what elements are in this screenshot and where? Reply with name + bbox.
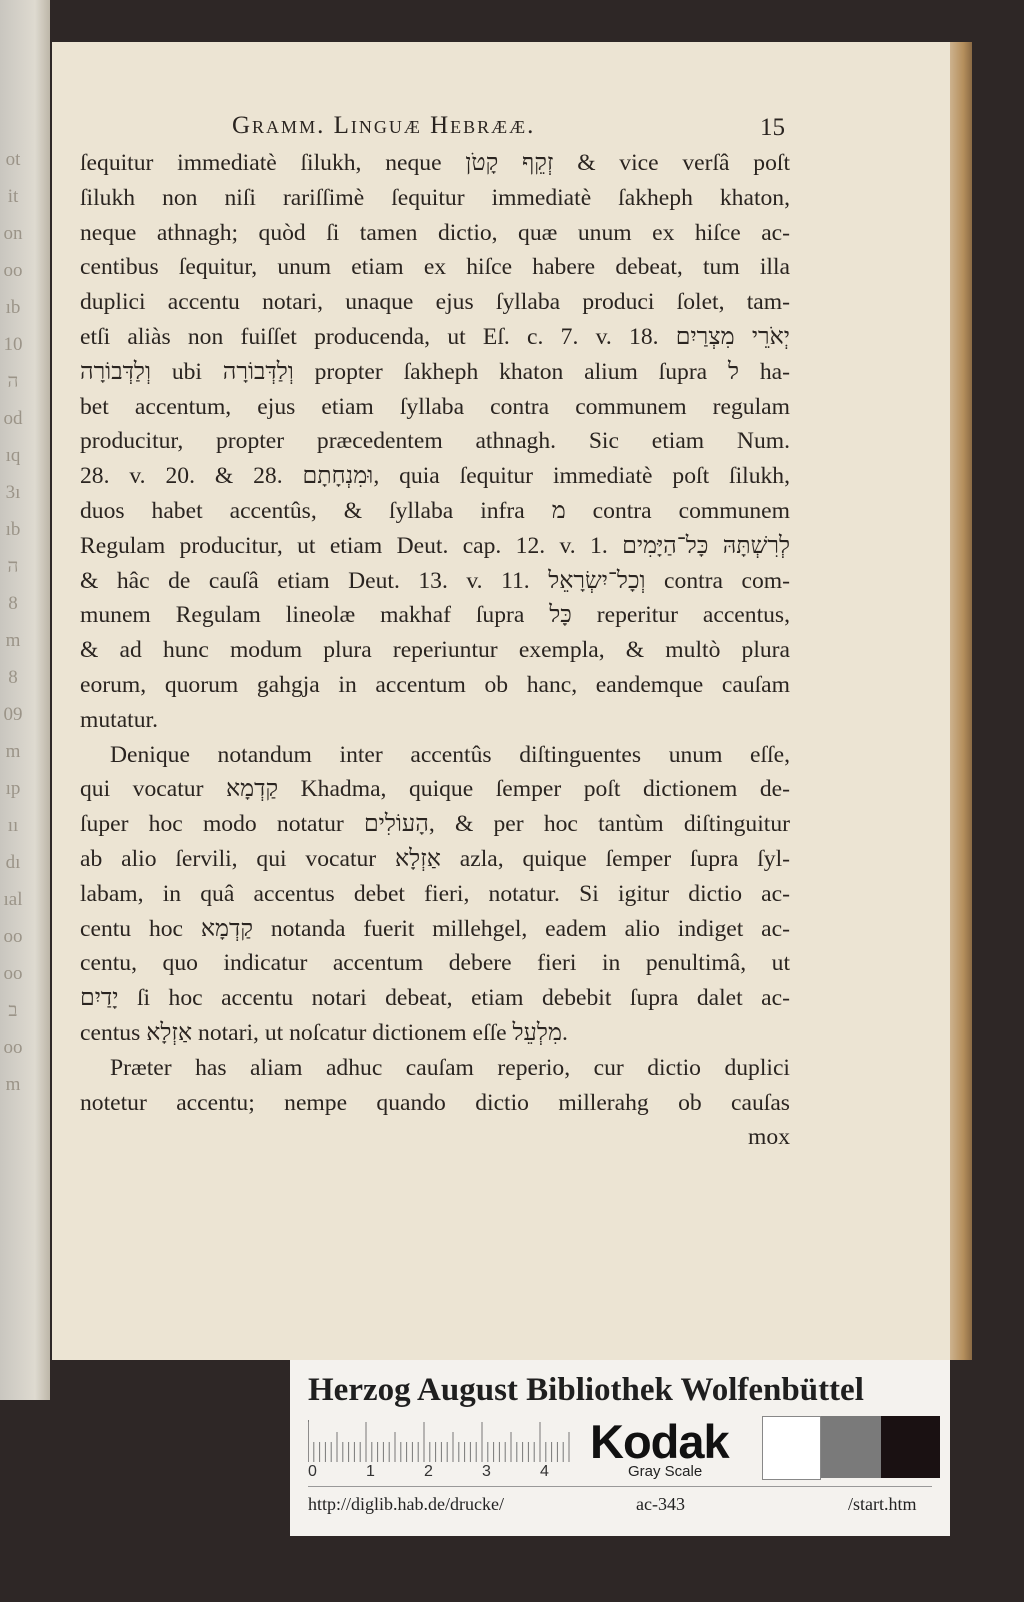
kodak-logo: Kodak: [590, 1415, 729, 1468]
text-line: ſuper hoc modo notatur הָעוֹלִים, & per hoc tantùm diſtinguitur: [80, 811, 790, 838]
facing-page-glyph: oo: [3, 926, 23, 947]
facing-page-glyph: m: [5, 1074, 21, 1095]
text-line: וְלַדְּבוֹרָה ubi וְלַדְּבוֹרָה propter ſakheph khaton alium ſupra ל ha-: [80, 358, 790, 385]
text-line: 28. v. 20. & 28. וּמִנְחָתָם, quia ſequitur immediatè poſt ſilukh,: [80, 463, 790, 490]
facing-page-glyph: ה: [7, 556, 19, 577]
text-line: Regulam producitur, ut etiam Deut. cap. 12. v. 1. לְרִשְׁתָּהּ כָּל־הַיָּמִים: [80, 532, 790, 559]
text-line: ab alio ſervili, qui vocatur אַזְלָא azla, quique ſemper ſupra ſyl-: [80, 845, 790, 872]
facing-page-glyph: dı: [5, 852, 21, 873]
text-line: qui vocatur קַדְמָא Khadma, quique ſemper poſt dictionem de-: [80, 776, 790, 803]
shelfmark: ac-343: [636, 1494, 685, 1514]
text-line: centu hoc קַדְמָא notanda fuerit millehgel, eadem alio indiget ac-: [80, 915, 790, 942]
facing-page-glyph: 3ı: [5, 482, 21, 503]
facing-page-glyph: ıb: [5, 297, 21, 318]
facing-page-glyph: ot: [5, 149, 21, 170]
text-line: & hâc de cauſâ etiam Deut. 13. v. 11. וְכָל־יִשְׂרָאֵל contra com-: [80, 567, 790, 594]
text-line: producitur, propter præcedentem athnagh. Sic etiam Num.: [80, 428, 790, 455]
gray-patch-mid: [821, 1416, 880, 1478]
facing-page-glyph: on: [3, 223, 23, 244]
facing-page-glyph: 8: [8, 593, 18, 614]
source-url: http://diglib.hab.de/drucke/: [308, 1494, 504, 1514]
facing-page-glyph: ıp: [5, 778, 21, 799]
text-line: ſequitur immediatè ſilukh, neque זְקֵף קָטֹן & vice verſâ poſt: [80, 150, 790, 176]
gray-patch-white: [762, 1416, 821, 1480]
ruler-number: 2: [424, 1463, 433, 1480]
facing-page-glyph: m: [5, 741, 21, 762]
text-line: mutatur.: [80, 706, 158, 733]
library-name: Herzog August Bibliothek Wolfenbüttel: [308, 1372, 864, 1408]
gray-scale-patches: [762, 1416, 940, 1478]
text-line: duplici accentu notari, unaque ejus ſyllaba produci ſolet, tam-: [80, 289, 790, 316]
gray-patch-black: [881, 1416, 940, 1478]
gray-scale-label: Gray Scale: [628, 1463, 703, 1480]
ruler-number: 3: [482, 1463, 491, 1480]
source-url-end: /start.htm: [848, 1494, 917, 1514]
catchword: mox: [748, 1124, 790, 1151]
ruler-scale: [308, 1418, 570, 1464]
facing-page-glyph: oo: [3, 963, 23, 984]
facing-page-glyph: ב: [8, 1000, 18, 1021]
running-head: Gramm. Linguæ Hebrææ.: [232, 112, 536, 139]
text-line: bet accentum, ejus etiam ſyllaba contra communem regulam: [80, 393, 790, 420]
ruler-number: 0: [308, 1463, 317, 1480]
text-line: etſi aliàs non fuiſſet producenda, ut Eſ. c. 7. v. 18. יְאֹרֵי מִצְרַיִם: [80, 323, 790, 350]
facing-page-glyph: 09: [3, 704, 23, 725]
text-line: centibus ſequitur, unum etiam ex hiſce habere debeat, tum illa: [80, 254, 790, 281]
facing-page-glyph: ıb: [5, 519, 21, 540]
text-line: & ad hunc modum plura reperiuntur exempla, & multò plura: [80, 637, 790, 664]
ruler-number: 1: [366, 1463, 375, 1480]
facing-page-glyph: od: [3, 408, 23, 429]
page-number: 15: [760, 114, 785, 141]
text-line: labam, in quâ accentus debet fieri, notatur. Si igitur dictio ac-: [80, 880, 790, 907]
facing-page-glyph: 8: [8, 667, 18, 688]
text-line: duos habet accentûs, & ſyllaba infra מ contra communem: [80, 497, 790, 524]
facing-page-glyph: ה: [7, 371, 19, 392]
facing-page-glyph: m: [5, 630, 21, 651]
text-line: neque athnagh; quòd ſi tamen dictio, quæ unum ex hiſce ac-: [80, 219, 790, 246]
text-line: munem Regulam lineolæ makhaf ſupra כָּל reperitur accentus,: [80, 602, 790, 629]
text-line: יָדַיִם ſi hoc accentu notari debeat, etiam debebit ſupra dalet ac-: [80, 985, 790, 1012]
facing-page-edge: [0, 0, 50, 1400]
text-line: centus אַזְלָא notari, ut noſcatur dictionem eſſe מִלְעֵל.: [80, 1019, 568, 1046]
facing-page-glyph: ıal: [3, 889, 23, 910]
ruler-number: 4: [540, 1463, 549, 1480]
text-line: Præter has aliam adhuc cauſam reperio, cur dictio duplici: [110, 1054, 790, 1081]
text-line: ſilukh non niſi rariſſimè ſequitur immediatè ſakheph khaton,: [80, 184, 790, 211]
page-fore-edge: [950, 42, 972, 1360]
facing-page-glyph: oo: [3, 260, 23, 281]
text-line: centu, quo indicatur accentum debere fieri in penultimâ, ut: [80, 950, 790, 977]
facing-page-glyph: oo: [3, 1037, 23, 1058]
text-line: Denique notandum inter accentûs diſtinguentes unum eſſe,: [110, 741, 790, 768]
text-line: notetur accentu; nempe quando dictio millerahg ob cauſas: [80, 1089, 790, 1116]
facing-page-glyph: ıı: [7, 815, 19, 836]
ruler-numbers: [308, 1463, 570, 1485]
library-target-bar: [290, 1360, 950, 1536]
text-line: eorum, quorum gahgja in accentum ob hanc, eandemque cauſam: [80, 671, 790, 698]
facing-page-glyph: ıq: [5, 445, 21, 466]
body-text: [80, 146, 790, 1155]
facing-page-glyph: it: [7, 186, 19, 207]
facing-page-glyph: 10: [3, 334, 23, 355]
divider: [308, 1486, 932, 1487]
